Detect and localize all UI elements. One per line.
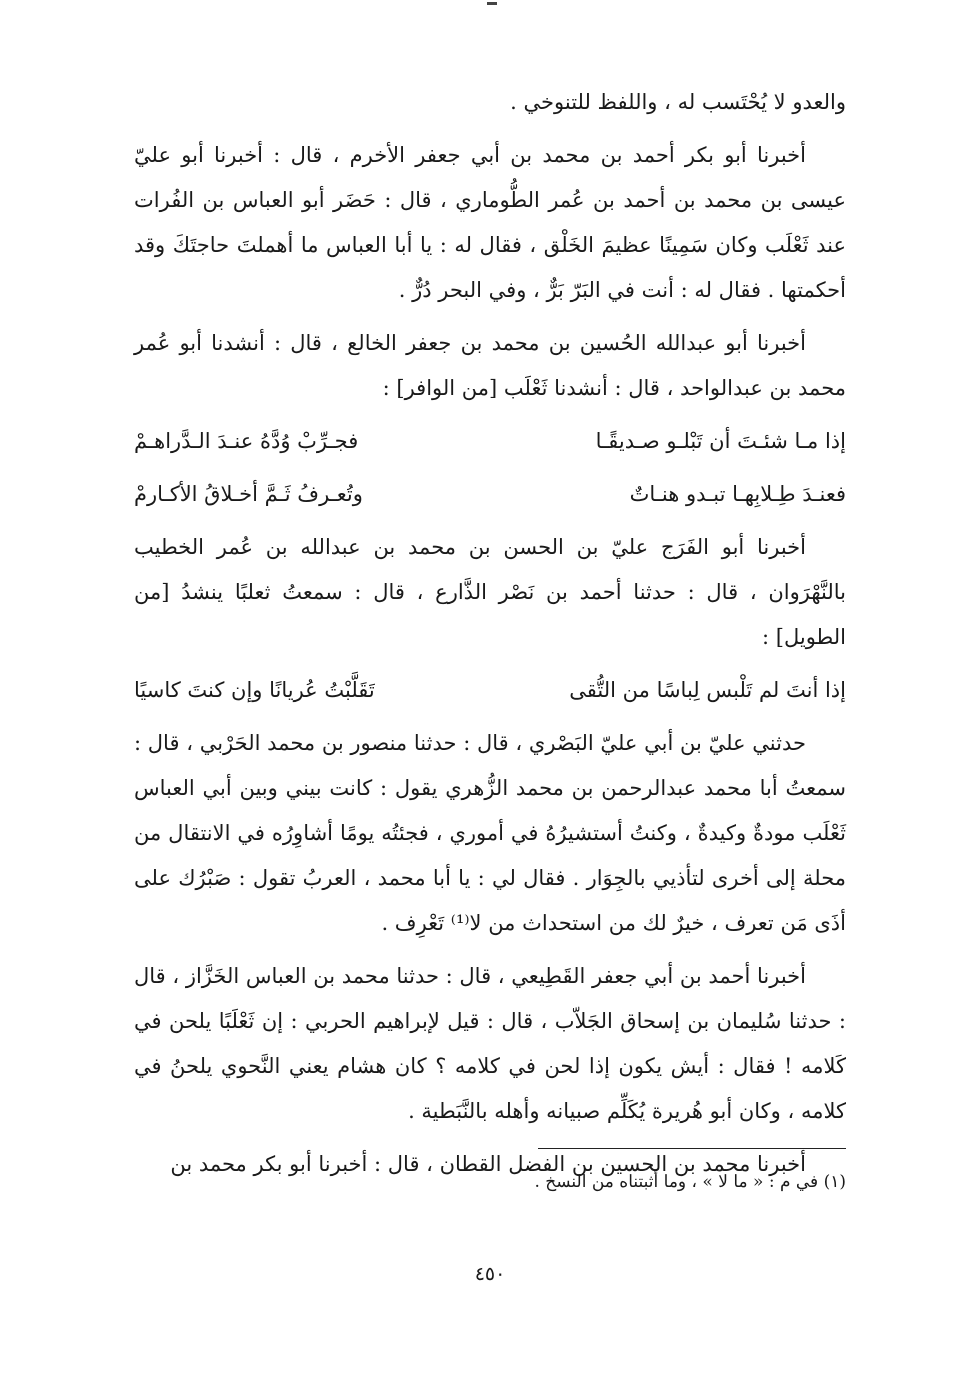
verse-first-hemistich: إذا مـا شئـتَ أن تَبْلـو صـديقًـا [595,429,846,453]
verse-first-hemistich: إذا أنتَ لم تَلْبس لِباسًا من التُّقى [569,678,846,702]
paragraph: أخبرنا أحمد بن أبي جعفر القَطِيعي ، قال : حدثنا محمد بن العباس الخَزَّاز ، قال : حدثنا سُليمان بن إسحاق الجَلاّب ، قال : قيل لإبراهيم الحربي : إن ثَعْلَبًا يلحن في كَلامه ! فقال : أيش يكون إذا لحن في كلامه ؟ كان هشام يعني النَّحوي يلحنُ في كلامه ، وكان أبو هُريرة يُكَلِّم صبيانه وأهله بالنَّبَطية . [134,964,846,1123]
paragraph: أخبرنا أبو الفَرَج عليّ بن الحسن بن محمد بن عبدالله بن عُمر الخطيب بالنَّهْرَوان ، قال : حدثنا أحمد بن نَصْر الذَّارع ، قال : سمعتُ ثعلبًا ينشدُ [من الطويل] : [134,535,846,649]
paragraph: أخبرنا أبو بكر أحمد بن محمد بن أبي جعفر الأخرم ، قال : أخبرنا أبو عليّ عيسى بن محمد بن أحمد بن عُمر الطُّوماري ، قال : حَضَر أبو العباس بن الفُرات عند ثَعْلَب وكان سَمِينًا عظيمَ الخَلْق ، فقال له : يا أبا العباس ما أهملتَ حاجتَكَ وقد أحكمتها . فقال له : أنت في البَرّ بَرٌّ ، وفي البحر دُرٌّ . [134,143,846,302]
paragraph: أخبرنا محمد بن الحسين بن الفضل القطان ، قال : أخبرنا أبو بكر محمد بن [170,1152,806,1176]
paragraph: أخبرنا أبو عبدالله الحُسين بن محمد بن جعفر الخالع ، قال : أنشدنا أبو عُمر محمد بن عبدالواحد ، قال : أنشدنا ثَعْلَب [من الوافر] : [134,331,846,400]
page-number: ٤٥٠ [474,1263,506,1285]
scan-mark [487,2,497,5]
verse-first-hemistich: فعنـدَ طِـلابِهـا تبـدو هنـاتٌ [629,482,846,506]
verse-second-hemistich: وتُعـرفُ ثَـمَّ أخـلاقُ الأكـارمْ [134,482,363,506]
verse-second-hemistich: تَقَلَّبْتُ عُريانًا وإن كنتَ كاسيًا [134,678,375,702]
paragraph: حدثني عليّ بن أبي عليّ البَصْري ، قال : حدثنا منصور بن محمد الحَرْبي ، قال : سمعتُ أبا محمد عبدالرحمن بن محمد الزُّهري يقول : كانت بيني وبين أبي العباس ثَعْلَب مودةٌ وكيدةٌ ، وكنتُ أستشيرُهُ في أموري ، فجئتُه يومًا أشاوِرُه في الانتقال من محلة إلى أخرى لتأذيي بالجِوَار . فقال لي : يا أبا محمد ، العربُ تقول : صَبْرُك على أذَى مَن تعرف ، خيرٌ لك من استحداث من لا⁽¹⁾ تَعْرِف . [134,731,846,935]
footnote: (١) في م : « ما لا » ، وما أثبتناه من النسخ . [534,1172,846,1192]
verse-line [134,668,846,713]
verse-line [134,472,846,517]
main-text [134,80,846,1195]
verse-second-hemistich: فجـرِّبْ وُدَّهُ عنـدَ الـدَّراهـمْ [134,429,359,453]
footnote-separator [538,1148,846,1149]
paragraph: والعدو لا يُحْتَسب له ، واللفظ للتنوخي . [510,90,846,114]
verse-line [134,419,846,464]
